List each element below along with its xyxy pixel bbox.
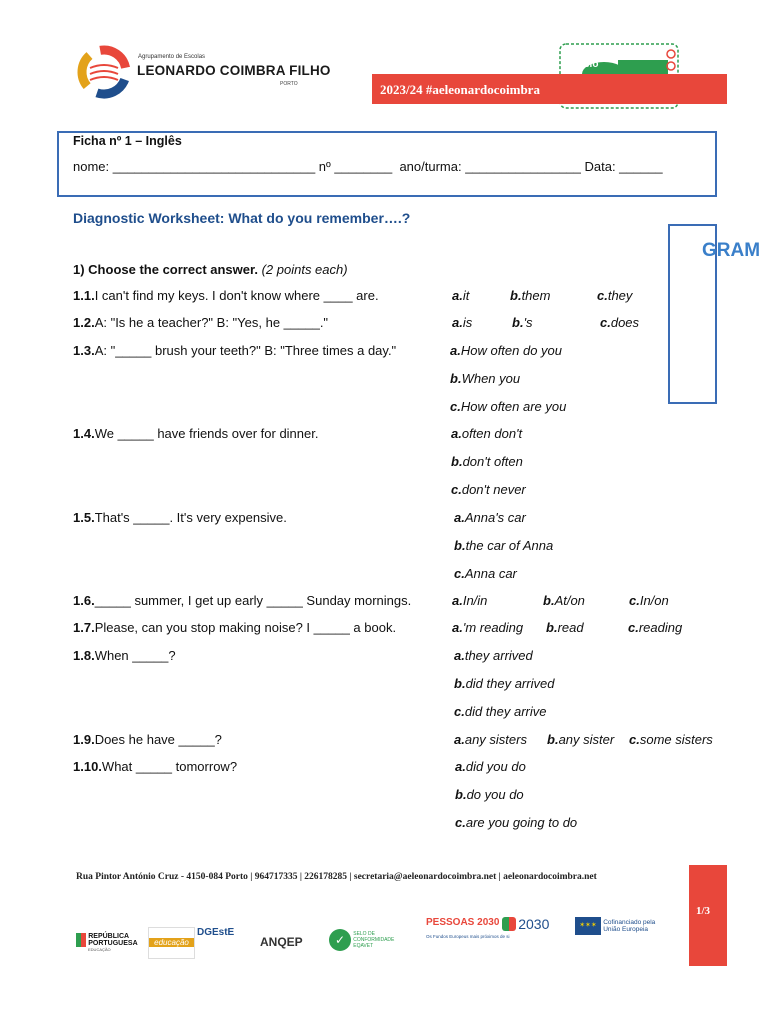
eqavet-logo [329,929,407,951]
option-text: did they arrive [464,703,547,719]
student-info-line: nome: ____________________________ nº ________ ano/turma: ________________ Data: ______ [73,159,663,174]
question-number: 1.4. [73,426,95,441]
option-text: At/on [554,593,585,608]
option-text: do you do [466,786,524,802]
question-number: 1.7. [73,620,95,635]
option-text: any sisters [464,732,527,747]
option-letter: a. [451,426,462,441]
option-9-c[interactable] [629,732,713,747]
option-text: often don't [461,426,523,441]
option-letter: c. [455,814,466,830]
option-letter: c. [454,703,465,719]
option-7-a[interactable] [452,620,523,635]
eu-flag-icon: ✶✶✶ [575,917,601,935]
option-letter: a. [452,315,463,330]
question-1 [73,288,379,303]
option-3-c[interactable] [450,399,566,414]
option-8-c[interactable] [454,704,547,719]
question-text: A: "_____ brush your teeth?" B: "Three times a day." [94,343,397,358]
question-10 [73,759,237,774]
option-2-a[interactable] [452,315,472,330]
option-letter: c. [454,565,465,581]
dgae-logo [148,927,195,959]
eu-logo [575,917,675,935]
question-4 [73,426,318,441]
question-number: 1.9. [73,732,95,747]
page-number: 1/3 [696,905,711,917]
portugal-2030-logo [502,916,558,932]
option-letter: b. [546,620,558,635]
flag-icon [76,933,86,947]
worksheet-number: Ficha nº 1 – Inglês [73,134,182,148]
question-text: Please, can you stop making noise? I _____ a book. [94,620,397,635]
republica-portuguesa-logo [76,933,142,952]
question-number: 1.5. [73,510,95,525]
section-points: (2 points each) [261,262,348,277]
option-letter: a. [452,620,463,635]
option-8-b[interactable] [454,676,554,691]
option-letter: a. [452,593,463,608]
option-letter: a. [455,759,466,774]
option-letter: c. [628,620,639,635]
option-letter: b. [543,593,555,608]
question-number: 1.3. [73,343,95,358]
pessoas-sub: Os Fundos Europeus mais próximos de si [426,934,510,939]
option-text: don't never [461,481,526,497]
option-letter: b. [547,732,559,747]
question-text: When _____? [94,648,176,663]
option-letter: a. [452,288,463,303]
portugal-icon [502,917,516,931]
eqavet-text: SELO DE CONFORMIDADE EQAVET [353,931,395,949]
question-number: 1.2. [73,315,95,330]
option-text: they arrived [464,648,533,663]
option-text: Anna car [464,565,517,581]
option-text: them [521,288,551,303]
option-1-a[interactable] [452,288,469,303]
question-text: Does he have _____? [94,732,222,747]
option-5-b[interactable] [454,538,553,553]
option-letter: c. [629,732,640,747]
option-letter: c. [629,593,640,608]
question-text: I can't find my keys. I don't know where ____ are. [94,288,379,303]
option-letter: b. [512,315,524,330]
question-number: 1.1. [73,288,95,303]
option-letter: b. [450,370,462,386]
school-city: PORTO [280,81,298,87]
option-6-a[interactable] [452,593,487,608]
option-4-b[interactable] [451,454,523,469]
school-address: Rua Pintor António Cruz - 4150-084 Porto | 964717335 | 226178285 | secretaria@aeleonardocoimbra.net | aeleonardocoimbra.net [76,872,597,882]
option-2-b[interactable] [512,315,533,330]
option-text: they [607,288,633,303]
option-text: Anna's car [464,510,526,525]
option-6-b[interactable] [543,593,585,608]
option-letter: a. [454,510,465,525]
option-4-c[interactable] [451,482,526,497]
option-letter: a. [454,732,465,747]
pessoas-text: PESSOAS 2030 [426,917,500,928]
option-letter: c. [451,481,462,497]
dgae-text: educação [149,938,194,947]
republica-sub: EDUCAÇÃO [88,947,111,952]
dgeste-logo [197,927,252,938]
option-text: is [462,315,473,330]
question-8 [73,648,176,663]
question-text: That's _____. It's very expensive. [94,510,287,525]
section-label: 1) Choose the correct answer. [73,262,258,277]
option-2-c[interactable] [600,315,639,330]
option-letter: b. [454,537,466,553]
year-banner-text: 2023/24 #aeleonardocoimbra [380,82,540,97]
option-text: are you going to do [465,814,578,830]
option-letter: a. [454,648,465,663]
option-text: does [610,315,640,330]
option-text: 'm reading [462,620,524,635]
option-letter: b. [510,288,522,303]
question-text: We _____ have friends over for dinner. [94,426,319,441]
check-icon: ✓ [329,929,351,951]
eu-text: Cofinanciado pela União Europeia [603,919,656,933]
option-3-b[interactable] [450,371,520,386]
option-10-c[interactable] [455,815,577,830]
option-3-a[interactable] [450,343,562,358]
option-letter: a. [450,343,461,358]
option-text: did you do [465,759,526,774]
option-text: How often are you [460,398,567,414]
svg-text:elo: elo [584,59,599,70]
option-1-b[interactable] [510,288,550,303]
question-number: 1.10. [73,759,102,774]
option-text: reading [638,620,683,635]
question-text: What _____ tomorrow? [101,759,238,774]
option-letter: c. [600,315,611,330]
option-letter: b. [451,453,463,469]
option-text: it [462,288,470,303]
option-10-a[interactable] [455,759,526,774]
option-text: the car of Anna [465,537,554,553]
option-1-c[interactable] [597,288,632,303]
question-3 [73,343,396,358]
worksheet-title: Diagnostic Worksheet: What do you remember….? [73,210,411,226]
school-group-label: Agrupamento de Escolas [138,54,206,60]
option-text: any sister [558,732,615,747]
portugal-text: 2030 [518,916,550,932]
option-9-a[interactable] [454,732,527,747]
question-2 [73,315,328,330]
option-4-a[interactable] [451,426,522,441]
option-5-a[interactable] [454,510,526,525]
question-5 [73,510,287,525]
question-7 [73,620,396,635]
option-letter: b. [454,675,466,691]
option-text: 's [523,315,533,330]
option-text: In/in [462,593,488,608]
question-6 [73,593,411,608]
option-text: did they arrived [465,675,555,691]
option-5-c[interactable] [454,566,517,581]
question-number: 1.8. [73,648,95,663]
question-9 [73,732,222,747]
dgeste-text: DGEstE [197,927,235,938]
option-letter: c. [597,288,608,303]
option-text: some sisters [639,732,713,747]
option-text: How often do you [460,343,563,358]
option-7-c[interactable] [628,620,682,635]
option-text: When you [461,370,521,386]
option-text: In/on [639,593,669,608]
anqep-logo: ANQEP [260,935,303,949]
question-number: 1.6. [73,593,95,608]
option-8-a[interactable] [454,648,533,663]
option-text: read [557,620,584,635]
option-letter: c. [450,398,461,414]
question-text: A: "Is he a teacher?" B: "Yes, he _____." [94,315,329,330]
option-7-b[interactable] [546,620,584,635]
option-6-c[interactable] [629,593,669,608]
question-text: _____ summer, I get up early _____ Sunday mornings. [94,593,412,608]
school-name: LEONARDO COIMBRA FILHO [137,63,331,78]
section-instructions [73,262,348,277]
republica-text: REPÚBLICA PORTUGUESA [88,933,138,947]
option-letter: b. [455,786,467,802]
option-10-b[interactable] [455,787,524,802]
side-label: GRAM [702,240,761,261]
school-logo [76,44,132,100]
option-text: don't often [462,453,523,469]
option-9-b[interactable] [547,732,614,747]
